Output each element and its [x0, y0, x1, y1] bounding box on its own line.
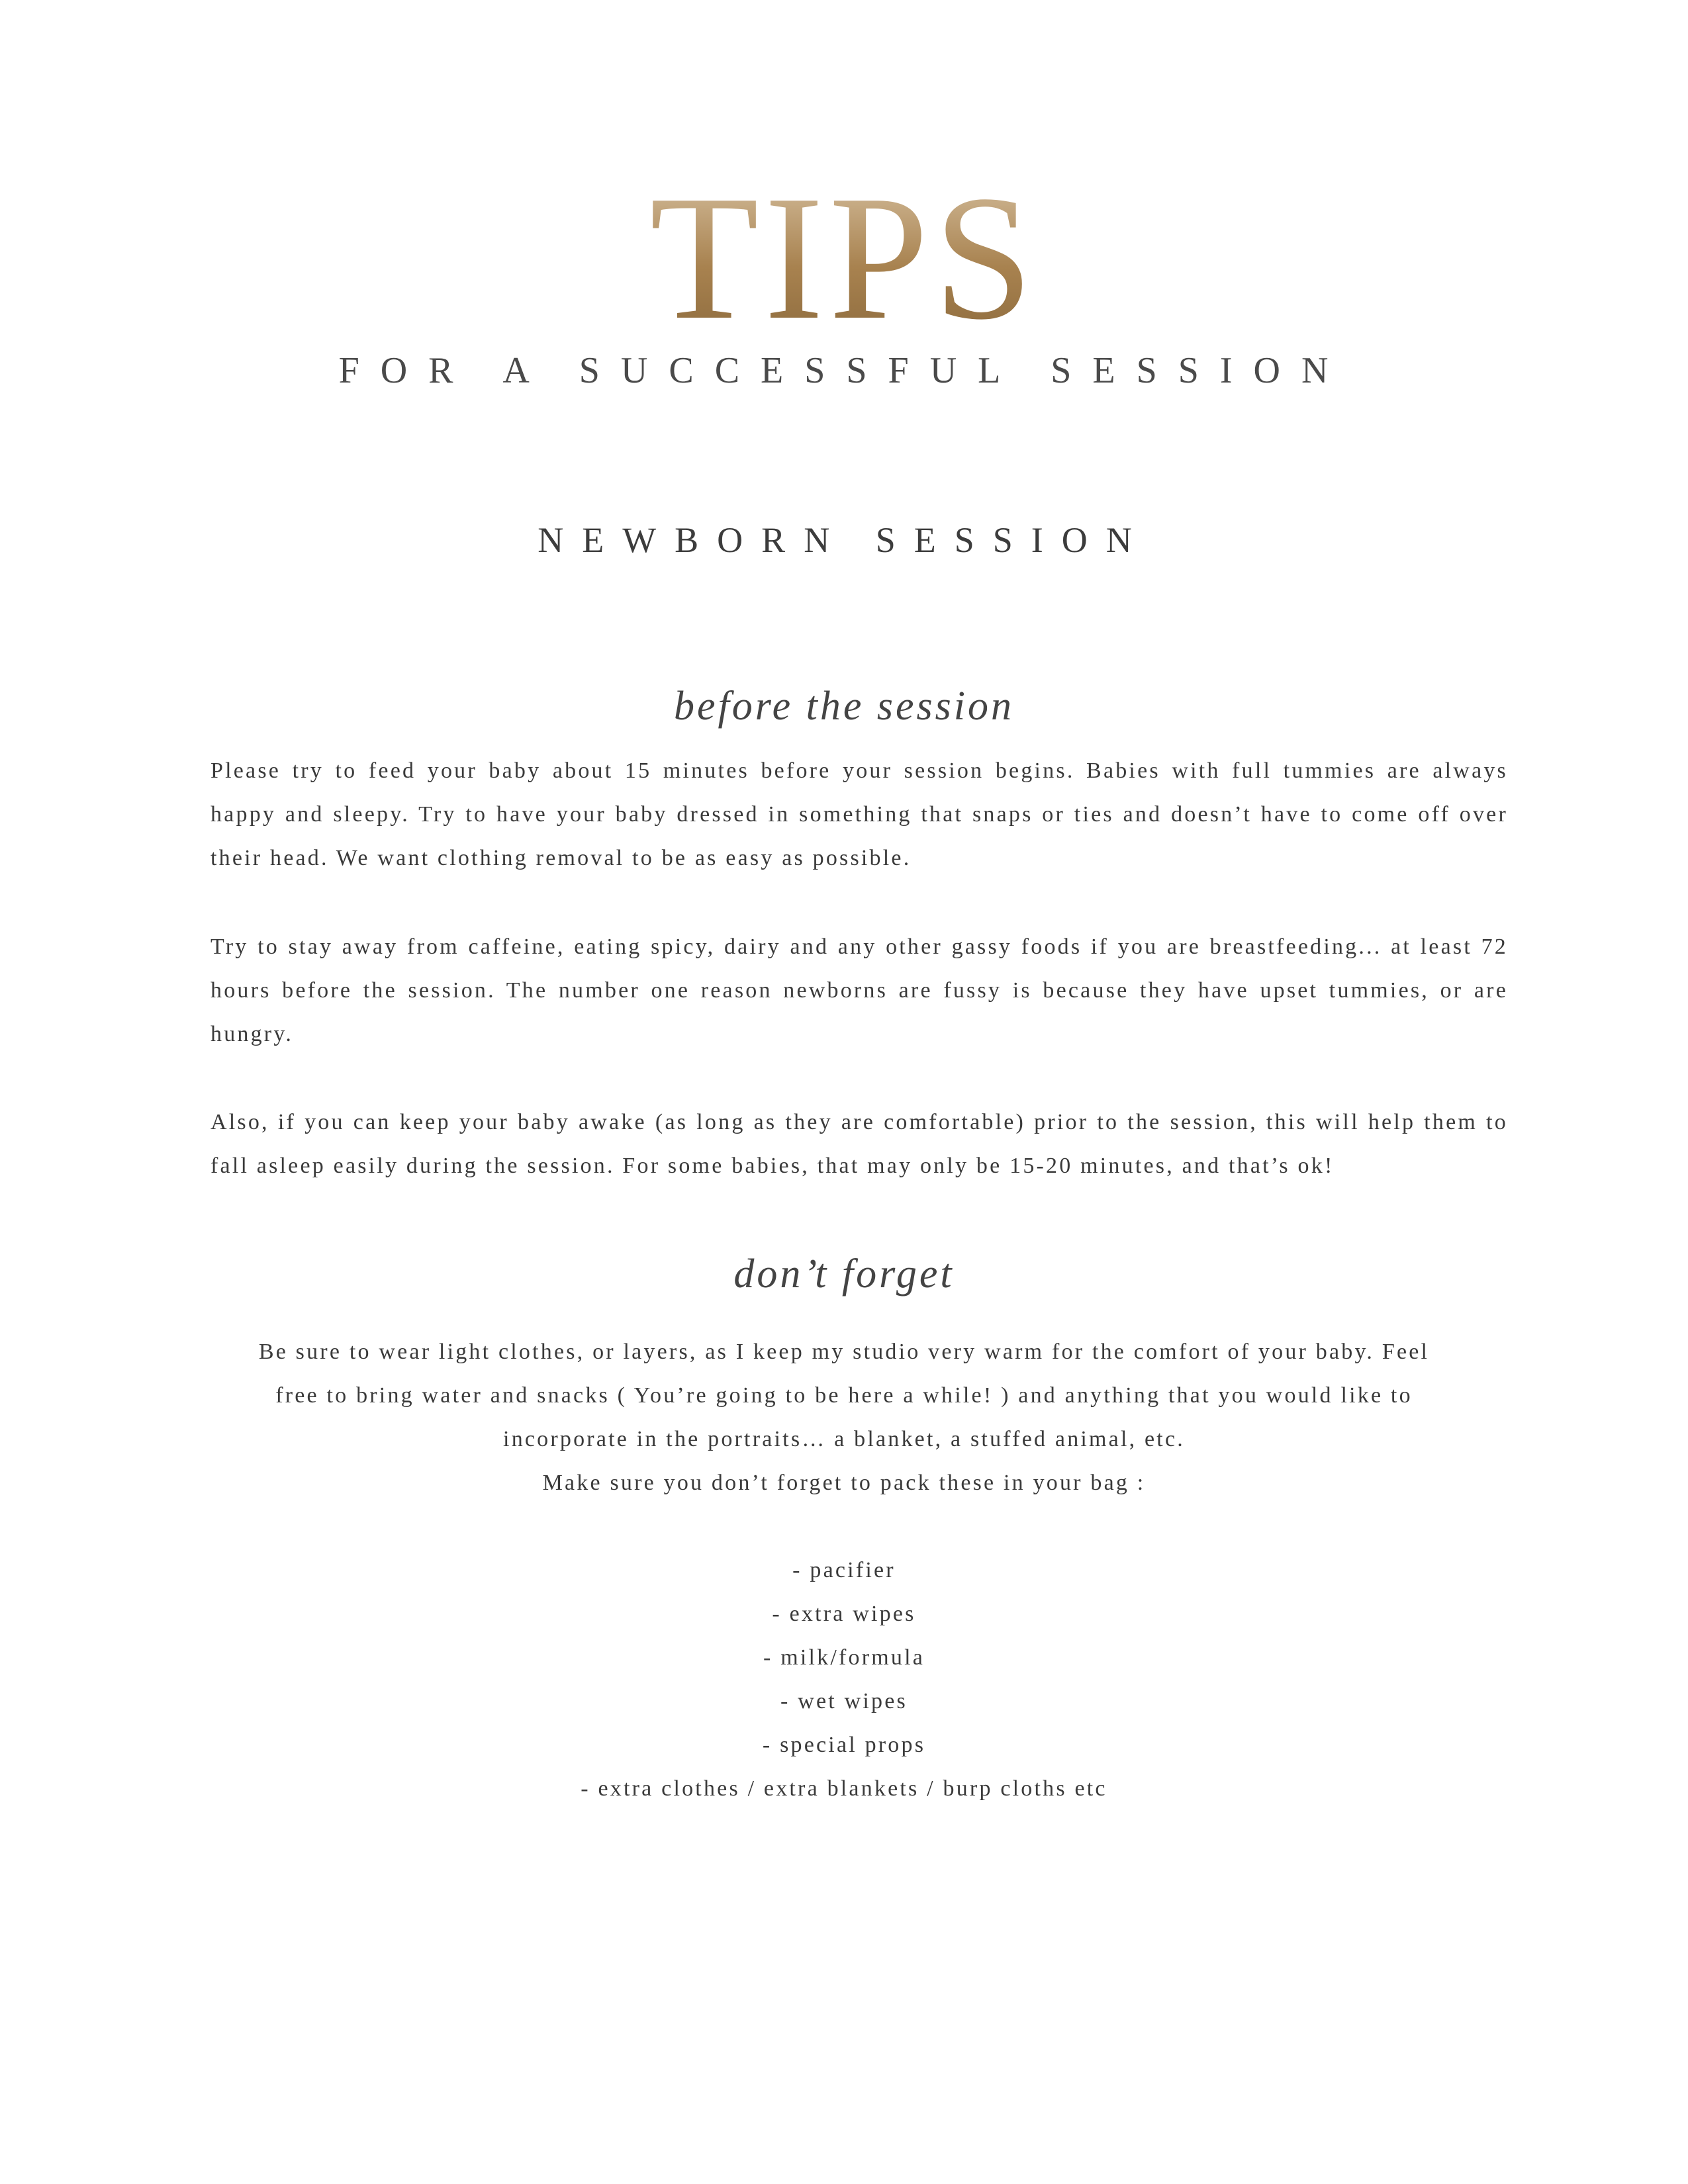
- dont-forget-line: Make sure you don’t forget to pack these in your bag :: [542, 1471, 1146, 1495]
- list-item: - special props: [762, 1733, 926, 1757]
- list-item: - extra wipes: [772, 1602, 916, 1626]
- list-item: - extra clothes / extra blankets / burp cloths etc: [581, 1776, 1107, 1801]
- before-paragraph-2: Try to stay away from caffeine, eating spicy, dairy and any other gassy foods if you are breastfeeding... at least 72 hours before the session. The number one reason newborns are fussy is because they have upset tummies, or are hungry.: [211, 934, 1508, 1046]
- list-item: - wet wipes: [780, 1689, 908, 1713]
- dont-forget-line: Be sure to wear light clothes, or layers, as I keep my studio very warm for the comfort of your baby. Feel: [258, 1340, 1430, 1364]
- before-paragraph-3: Also, if you can keep your baby awake (as long as they are comfortable) prior to the session, this will help them to fall asleep easily during the session. For some babies, that may only be 15-20 minutes, and that’s ok!: [211, 1110, 1508, 1178]
- dont-forget-heading: don’t forget: [733, 1251, 955, 1297]
- before-session-heading: before the session: [674, 684, 1014, 729]
- dont-forget-text: [199, 1330, 1489, 1505]
- list-item: - pacifier: [792, 1558, 896, 1582]
- dont-forget-line: free to bring water and snacks ( You’re going to be here a while! ) and anything that you would like to: [275, 1383, 1413, 1408]
- bag-checklist: [0, 1549, 1688, 1811]
- list-item: - milk/formula: [763, 1645, 925, 1670]
- session-title: NEWBORN SESSION: [538, 520, 1150, 560]
- before-paragraph-1: Please try to feed your baby about 15 minutes before your session begins. Babies with full tummies are always happy and sleepy. Try to have your baby dressed in something that snaps or ties and doesn’t have to come off over their head. We want clothing removal to be as easy as possible.: [211, 758, 1508, 870]
- page-subtitle: FOR A SUCCESSFUL SESSION: [338, 350, 1350, 391]
- dont-forget-line: incorporate in the portraits… a blanket, a stuffed animal, etc.: [503, 1427, 1185, 1451]
- page-title: TIPS: [0, 169, 1688, 347]
